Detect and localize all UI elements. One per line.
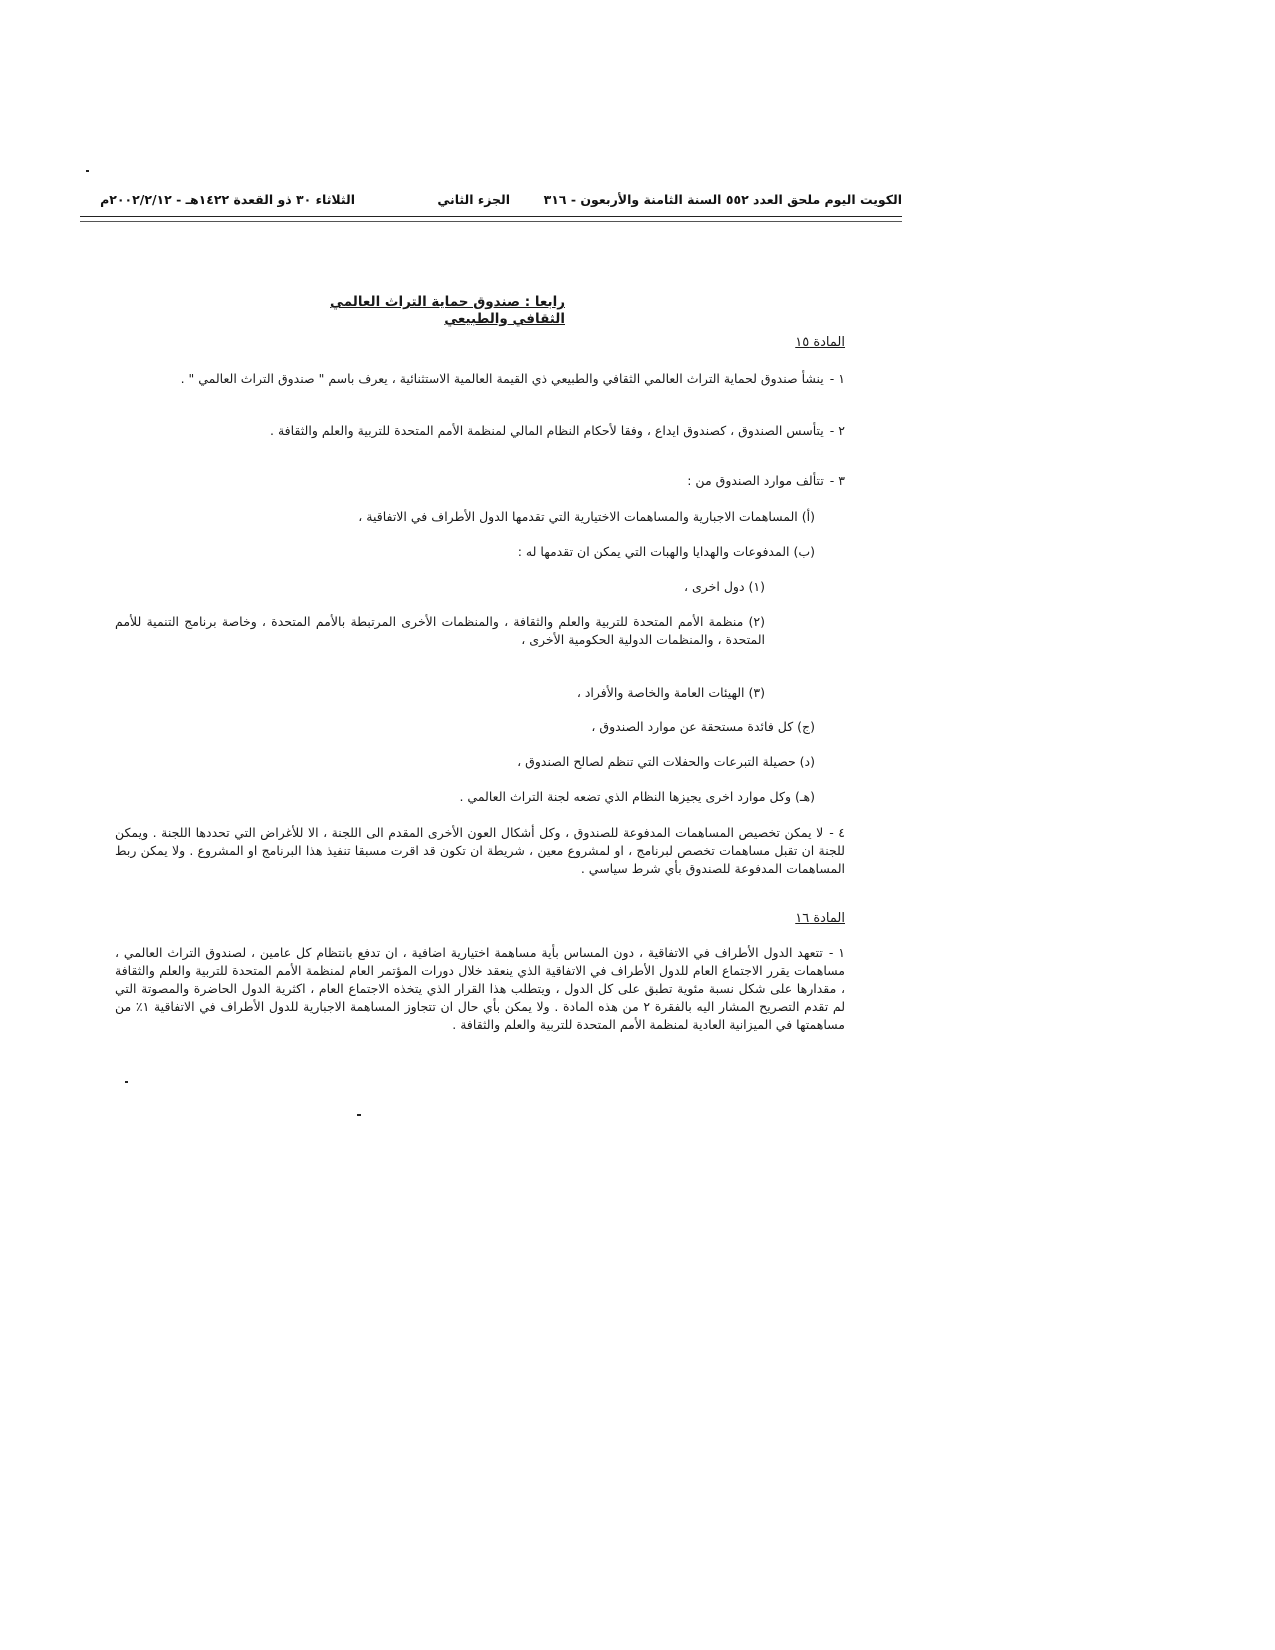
scan-speck <box>357 1114 361 1116</box>
paragraph-number: ٤ - <box>829 825 845 840</box>
header-rule-top <box>80 216 902 217</box>
article-15-heading: المادة ١٥ <box>795 335 845 350</box>
section-title-line1: رابعا : صندوق حماية التراث العالمي <box>330 294 565 310</box>
header-publication: الكويت اليوم ملحق العدد ٥٥٢ السنة الثامنة والأربعون - ٣١٦ <box>543 192 902 207</box>
article-15-item-b1: (١) دول اخرى ، <box>683 579 765 594</box>
article-15-item-c: (ج) كل فائدة مستحقة عن موارد الصندوق ، <box>591 719 815 734</box>
article-15-item-a: (أ) المساهمات الاجبارية والمساهمات الاختيارية التي تقدمها الدول الأطراف في الاتفاقية ، <box>358 509 815 524</box>
scan-speck <box>86 170 89 172</box>
article-15-paragraph-4 <box>115 824 845 878</box>
header-date: الثلاثاء ٣٠ ذو القعدة ١٤٢٢هـ - ٢٠٠٢/٢/١٢م <box>100 192 355 207</box>
paragraph-text: لا يمكن تخصيص المساهمات المدفوعة للصندوق ، وكل أشكال العون الأخرى المقدم الى اللجنة ، الا للأغراض التي تحددها اللجنة . ويمكن للجنة ان تقبل مساهمات تخصص لبرنامج ، او لمشروع معين ، شريطة ان تكون قد اقرت مسبقا تنفيذ هذا البرنامج او المشروع . ولا يمكن ربط المساهمات المدفوعة للصندوق بأي شرط سياسي . <box>115 825 845 876</box>
article-15-item-e: (هـ) وكل موارد اخرى يجيزها النظام الذي تضعه لجنة التراث العالمي . <box>459 789 815 804</box>
paragraph-number: ٣ - <box>829 473 845 488</box>
article-15-paragraph-2 <box>115 422 845 440</box>
header-part: الجزء الثاني <box>437 192 510 207</box>
article-16-paragraph-1 <box>115 944 845 1034</box>
paragraph-text: يتأسس الصندوق ، كصندوق ايداع ، وفقا لأحكام النظام المالي لمنظمة الأمم المتحدة للتربية والعلم والثقافة . <box>270 423 824 438</box>
paragraph-number: ١ - <box>828 945 845 960</box>
paragraph-text: تتعهد الدول الأطراف في الاتفاقية ، دون المساس بأية مساهمة اختيارية اضافية ، ان تدفع بانتظام كل عامين ، لصندوق التراث العالمي ، مساهمات يقرر الاجتماع العام للدول الأطراف في الاتفاقية الذي ينعقد خلال دورات المؤتمر العام لمنظمة الأمم المتحدة للتربية والعلم والثقافة ، مقدارها على شكل نسبة مئوية تطبق على كل الدول ، ويتطلب هذا القرار الذي يتخذه الاجتماع العام ، اكثرية الدول الحاضرة والمصوتة التي لم تقدم التصريح المشار اليه بالفقرة ٢ من هذه المادة . ولا يمكن بأي حال ان تتجاوز المساهمة الاجبارية للدول الأطراف في الاتفاقية ١٪ من مساهمتها في الميزانية العادية لمنظمة الأمم المتحدة للتربية والعلم والثقافة . <box>115 945 846 1032</box>
page-header <box>80 190 910 214</box>
article-15-item-b3: (٣) الهيئات العامة والخاصة والأفراد ، <box>576 685 765 700</box>
article-15-paragraph-3 <box>115 472 845 490</box>
article-16-heading: المادة ١٦ <box>795 911 845 926</box>
article-15-item-b2: (٢) منظمة الأمم المتحدة للتربية والعلم والثقافة ، والمنظمات الأخرى المرتبطة بالأمم المتحدة ، وخاصة برنامج التنمية للأمم المتحدة ، والمنظمات الدولية الحكومية الأخرى ، <box>115 614 765 647</box>
article-15-paragraph-1 <box>115 370 845 388</box>
paragraph-number: ١ - <box>829 371 845 386</box>
header-rule-bottom <box>80 221 902 222</box>
paragraph-number: ٢ - <box>829 423 845 438</box>
article-15-item-b: (ب) المدفوعات والهدايا والهبات التي يمكن ان تقدمها له : <box>517 544 815 559</box>
section-title-line2: الثقافي والطبيعي <box>444 311 565 327</box>
article-15-item-d: (د) حصيلة التبرعات والحفلات التي تنظم لصالح الصندوق ، <box>517 754 815 769</box>
paragraph-text: تتألف موارد الصندوق من : <box>687 473 824 488</box>
scan-speck <box>125 1081 128 1083</box>
paragraph-text: ينشأ صندوق لحماية التراث العالمي الثقافي والطبيعي ذي القيمة العالمية الاستثنائية ، يعرف باسم " صندوق التراث العالمي " . <box>180 371 824 386</box>
section-title <box>330 294 565 328</box>
